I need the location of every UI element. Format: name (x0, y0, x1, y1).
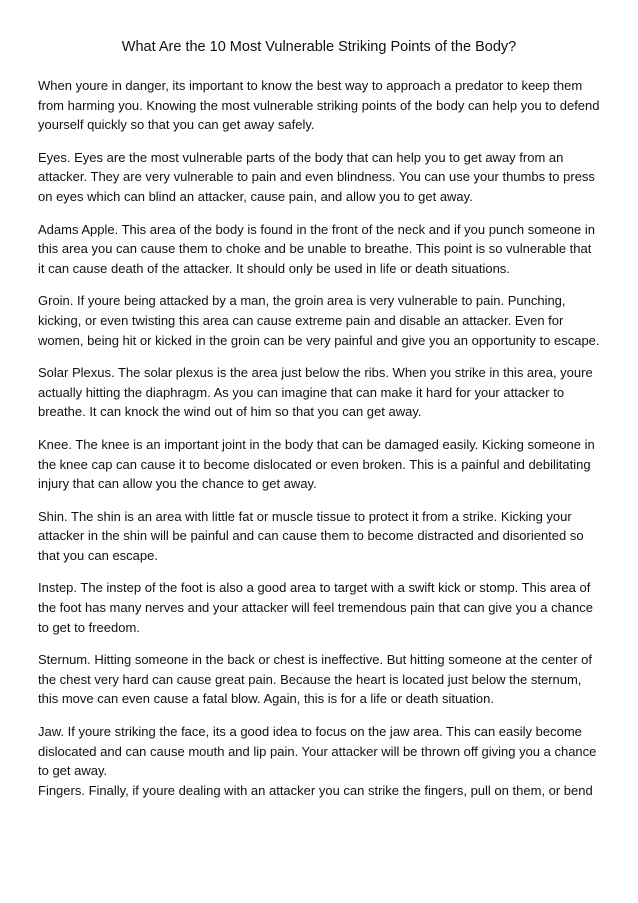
paragraph-groin (38, 291, 608, 350)
text-line: the foot has many nerves and your attacker will feel tremendous pain that can give you a chance (38, 600, 593, 616)
text-line: Instep. The instep of the foot is also a good area to target with a swift kick or stomp. This area of (38, 580, 591, 596)
text-line: to get away. (38, 763, 108, 779)
paragraph-shin (38, 507, 608, 566)
text-line: kicking, or even twisting this area can cause extreme pain and disable an attacker. Even for (38, 312, 564, 328)
text-line: the knee cap can cause it to become dislocated or even broken. This is a painful and debilitating (38, 456, 591, 472)
text-line: to get to freedom. (38, 619, 140, 635)
text-line: from harming you. Knowing the most vulnerable striking points of the body can help you to defend (38, 97, 600, 113)
text-line: on eyes which can blind an attacker, cause pain, and allow you to get away. (38, 188, 473, 204)
text-line: the chest very hard can cause great pain. Because the heart is located just below the sternum, (38, 671, 582, 687)
text-line: breathe. It can knock the wind out of him so that you can get away. (38, 404, 422, 420)
text-line: Eyes. Eyes are the most vulnerable parts of the body that can help you to get away from an (38, 149, 564, 165)
paragraph-intro (38, 76, 608, 135)
text-line: this move can even cause a fatal blow. Again, this is for a life or death situation. (38, 691, 494, 707)
paragraph-adams-apple (38, 220, 608, 279)
text-line: Solar Plexus. The solar plexus is the area just below the ribs. When you strike in this area, youre (38, 365, 593, 381)
text-line: it can cause death of the attacker. It should only be used in life or death situations. (38, 260, 510, 276)
text-line: dislocated and can cause mouth and lip pain. Your attacker will be thrown off giving you a chance (38, 743, 597, 759)
text-line: injury that can allow you the chance to get away. (38, 476, 317, 492)
paragraph-solar-plexus (38, 363, 608, 422)
text-line: Sternum. Hitting someone in the back or chest is ineffective. But hitting someone at the center of (38, 652, 593, 668)
text-line: Fingers. Finally, if youre dealing with an attacker you can strike the fingers, pull on them, or bend (38, 782, 593, 798)
text-line: attacker. They are very vulnerable to pain and even blindness. You can use your thumbs to press (38, 169, 595, 185)
paragraph-fingers (38, 781, 608, 801)
text-line: Groin. If youre being attacked by a man, the groin area is very vulnerable to pain. Punching, (38, 293, 566, 309)
text-line: Knee. The knee is an important joint in the body that can be damaged easily. Kicking someone in (38, 436, 595, 452)
paragraph-eyes (38, 148, 608, 207)
text-line: women, being hit or kicked in the groin can be very painful and give you an opportunity to escape. (38, 332, 600, 348)
text-line: Jaw. If youre striking the face, its a good idea to focus on the jaw area. This can easily become (38, 724, 582, 740)
document-body (38, 76, 608, 800)
text-line: yourself quickly so that you can get away safely. (38, 117, 315, 133)
text-line: this area you can cause them to choke and be unable to breathe. This point is so vulnerable that (38, 241, 592, 257)
text-line: Shin. The shin is an area with little fat or muscle tissue to protect it from a strike. Kicking your (38, 508, 572, 524)
text-line: that you can escape. (38, 547, 158, 563)
paragraph-knee (38, 435, 608, 494)
paragraph-sternum (38, 650, 608, 709)
paragraph-instep (38, 578, 608, 637)
text-line: Adams Apple. This area of the body is found in the front of the neck and if you punch someone in (38, 221, 595, 237)
paragraph-jaw (38, 722, 608, 781)
text-line: actually hitting the diaphragm. As you can imagine that can make it hard for your attacker to (38, 384, 565, 400)
page-title: What Are the 10 Most Vulnerable Striking Points of the Body? (121, 39, 517, 55)
text-line: When youre in danger, its important to know the best way to approach a predator to keep them (38, 78, 583, 93)
text-line: attacker in the shin will be painful and can cause them to become distracted and disoriented so (38, 528, 584, 544)
